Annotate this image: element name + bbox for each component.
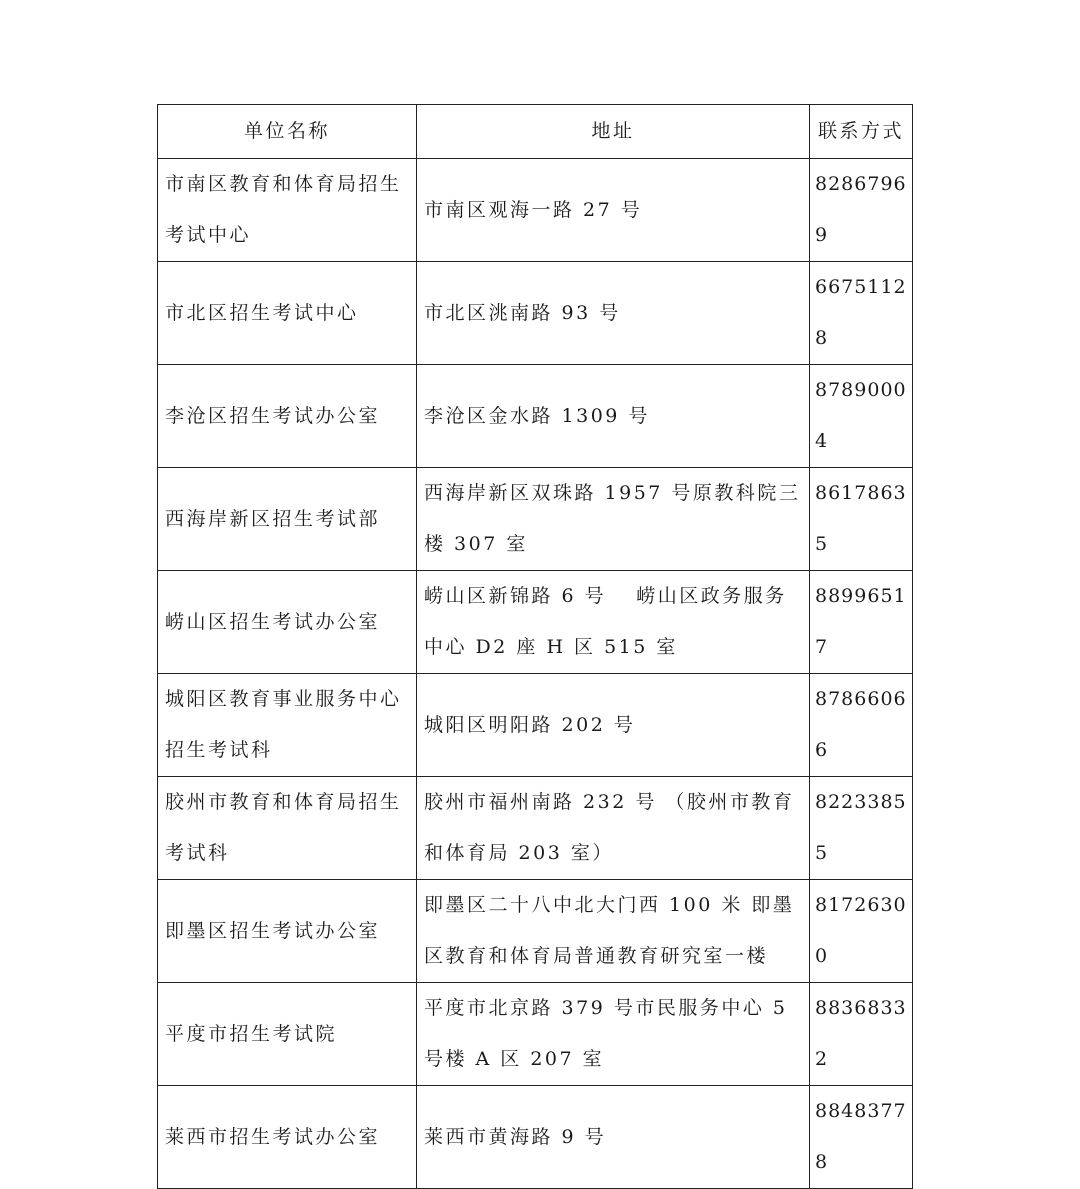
unit-name-cell: 崂山区招生考试办公室	[158, 571, 417, 674]
unit-name-cell: 城阳区教育事业服务中心招生考试科	[158, 674, 417, 777]
unit-name-cell: 即墨区招生考试办公室	[158, 880, 417, 983]
address-cell: 平度市北京路 379 号市民服务中心 5 号楼 A 区 207 室	[417, 983, 810, 1086]
address-cell: 李沧区金水路 1309 号	[417, 365, 810, 468]
table-row	[158, 674, 913, 777]
table-header-row	[158, 105, 913, 159]
unit-name-cell: 平度市招生考试院	[158, 983, 417, 1086]
table-row	[158, 983, 913, 1086]
address-cell: 崂山区新锦路 6 号 崂山区政务服务中心 D2 座 H 区 515 室	[417, 571, 810, 674]
phone-cell: 87890004	[810, 365, 913, 468]
table-row	[158, 571, 913, 674]
table-row	[158, 365, 913, 468]
address-cell: 即墨区二十八中北大门西 100 米 即墨区教育和体育局普通教育研究室一楼	[417, 880, 810, 983]
phone-cell: 82233855	[810, 777, 913, 880]
header-address: 地址	[417, 105, 810, 159]
unit-name-cell: 胶州市教育和体育局招生考试科	[158, 777, 417, 880]
phone-cell: 82867969	[810, 159, 913, 262]
header-unit-name: 单位名称	[158, 105, 417, 159]
address-cell: 胶州市福州南路 232 号 （胶州市教育和体育局 203 室）	[417, 777, 810, 880]
table-row	[158, 262, 913, 365]
address-cell: 城阳区明阳路 202 号	[417, 674, 810, 777]
unit-name-cell: 市北区招生考试中心	[158, 262, 417, 365]
unit-name-cell: 李沧区招生考试办公室	[158, 365, 417, 468]
header-contact: 联系方式	[810, 105, 913, 159]
address-cell: 市北区洮南路 93 号	[417, 262, 810, 365]
unit-name-cell: 莱西市招生考试办公室	[158, 1086, 417, 1189]
table-row	[158, 468, 913, 571]
phone-cell: 86178635	[810, 468, 913, 571]
phone-cell: 88996517	[810, 571, 913, 674]
address-cell: 西海岸新区双珠路 1957 号原教科院三楼 307 室	[417, 468, 810, 571]
address-cell: 市南区观海一路 27 号	[417, 159, 810, 262]
table-row	[158, 1086, 913, 1189]
table-row	[158, 777, 913, 880]
unit-name-cell: 西海岸新区招生考试部	[158, 468, 417, 571]
table-row	[158, 880, 913, 983]
phone-cell: 88483778	[810, 1086, 913, 1189]
phone-cell: 88368332	[810, 983, 913, 1086]
phone-cell: 87866066	[810, 674, 913, 777]
phone-cell: 66751128	[810, 262, 913, 365]
table-row	[158, 159, 913, 262]
address-cell: 莱西市黄海路 9 号	[417, 1086, 810, 1189]
phone-cell: 81726300	[810, 880, 913, 983]
contacts-table	[157, 104, 913, 1189]
unit-name-cell: 市南区教育和体育局招生考试中心	[158, 159, 417, 262]
